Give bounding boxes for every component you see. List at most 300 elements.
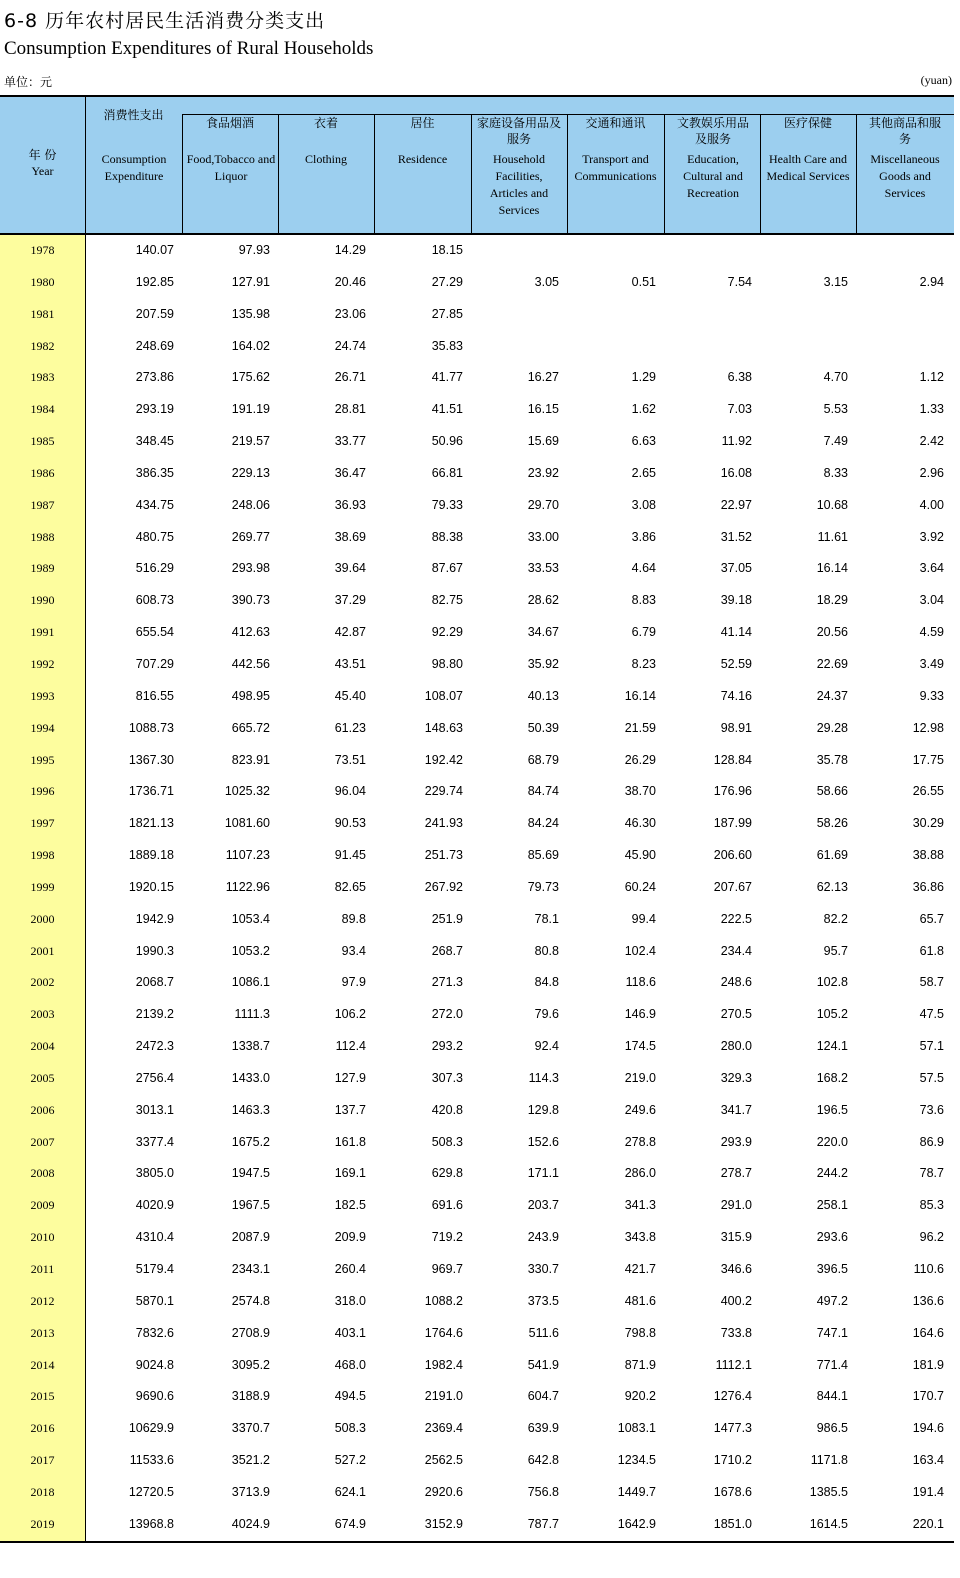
table-row bbox=[0, 1127, 954, 1159]
total-cell: 2756.4 bbox=[135, 1070, 174, 1085]
year-divider bbox=[85, 458, 86, 490]
household-cell: 787.7 bbox=[527, 1516, 559, 1531]
total-cell: 207.59 bbox=[135, 306, 174, 321]
transport-cell: 343.8 bbox=[624, 1230, 656, 1245]
misc-cell: 85.3 bbox=[919, 1198, 944, 1213]
table-row bbox=[0, 1254, 954, 1286]
total-cell: 2139.2 bbox=[135, 1007, 174, 1022]
education-cell: 128.84 bbox=[713, 752, 752, 767]
education-cell: 187.99 bbox=[713, 816, 752, 831]
total-cell: 9690.6 bbox=[135, 1389, 174, 1404]
food-cell: 1967.5 bbox=[231, 1198, 270, 1213]
table-row bbox=[0, 1222, 954, 1254]
transport-cell: 8.83 bbox=[631, 593, 656, 608]
health-cell: 4.70 bbox=[823, 370, 848, 385]
residence-cell: 50.96 bbox=[431, 434, 463, 449]
education-cell: 329.3 bbox=[720, 1070, 752, 1085]
household-cell: 511.6 bbox=[528, 1325, 559, 1340]
residence-cell: 420.8 bbox=[431, 1102, 463, 1117]
misc-cell: 3.92 bbox=[919, 529, 944, 544]
transport-cell: 6.79 bbox=[631, 625, 656, 640]
year-cell: 1986 bbox=[0, 458, 85, 490]
residence-cell: 98.80 bbox=[431, 656, 463, 671]
transport-cell: 26.29 bbox=[624, 752, 656, 767]
health-cell: 16.14 bbox=[816, 561, 848, 576]
residence-cell: 307.3 bbox=[431, 1070, 463, 1085]
residence-cell: 1982.4 bbox=[424, 1357, 463, 1372]
household-cell: 604.7 bbox=[527, 1389, 559, 1404]
residence-cell: 629.8 bbox=[431, 1166, 463, 1181]
year-divider bbox=[85, 299, 86, 331]
table-row bbox=[0, 458, 954, 490]
misc-cell: 17.75 bbox=[912, 752, 944, 767]
health-cell: 61.69 bbox=[816, 848, 848, 863]
residence-cell: 92.29 bbox=[431, 625, 463, 640]
year-cell: 1990 bbox=[0, 585, 85, 617]
year-cell: 2019 bbox=[0, 1509, 85, 1541]
total-cell: 1367.30 bbox=[128, 752, 174, 767]
household-cell: 129.8 bbox=[527, 1102, 559, 1117]
clothing-cell: 36.93 bbox=[334, 497, 366, 512]
header-total-en: Consumption Expenditure bbox=[101, 152, 167, 183]
header-year-en: Year bbox=[31, 164, 54, 178]
header-total-cn: 消费性支出 bbox=[103, 108, 164, 122]
food-cell: 3713.9 bbox=[231, 1484, 270, 1499]
year-divider bbox=[85, 1158, 86, 1190]
education-cell: 7.54 bbox=[727, 274, 752, 289]
clothing-cell: 93.4 bbox=[341, 943, 366, 958]
residence-cell: 148.63 bbox=[424, 720, 463, 735]
transport-cell: 21.59 bbox=[624, 720, 656, 735]
misc-cell: 61.8 bbox=[919, 943, 944, 958]
health-cell: 20.56 bbox=[816, 625, 848, 640]
education-cell: 207.67 bbox=[713, 879, 752, 894]
clothing-cell: 209.9 bbox=[334, 1230, 366, 1245]
food-cell: 3095.2 bbox=[231, 1357, 270, 1372]
table-row bbox=[0, 1509, 954, 1541]
transport-cell: 8.23 bbox=[631, 656, 656, 671]
clothing-cell: 20.46 bbox=[334, 274, 366, 289]
misc-cell: 58.7 bbox=[919, 975, 944, 990]
transport-cell: 6.63 bbox=[631, 434, 656, 449]
household-cell: 15.69 bbox=[527, 434, 559, 449]
transport-cell: 60.24 bbox=[624, 879, 656, 894]
education-cell: 74.16 bbox=[720, 688, 752, 703]
transport-cell: 45.90 bbox=[624, 848, 656, 863]
header-transport-en: Transport and Communications bbox=[574, 152, 657, 183]
education-cell: 37.05 bbox=[720, 561, 752, 576]
household-cell: 78.1 bbox=[534, 911, 559, 926]
clothing-cell: 468.0 bbox=[334, 1357, 366, 1372]
table-row bbox=[0, 999, 954, 1031]
food-cell: 4024.9 bbox=[231, 1516, 270, 1531]
health-cell: 11.61 bbox=[817, 529, 848, 544]
year-divider bbox=[85, 1222, 86, 1254]
clothing-cell: 26.71 bbox=[334, 370, 366, 385]
education-cell: 52.59 bbox=[720, 656, 752, 671]
food-cell: 229.13 bbox=[231, 465, 270, 480]
transport-cell: 1.62 bbox=[631, 402, 656, 417]
health-cell: 29.28 bbox=[816, 720, 848, 735]
transport-cell: 174.5 bbox=[624, 1039, 656, 1054]
table-row bbox=[0, 585, 954, 617]
year-cell: 1980 bbox=[0, 267, 85, 299]
transport-cell: 38.70 bbox=[624, 784, 656, 799]
clothing-cell: 112.4 bbox=[335, 1039, 366, 1054]
total-cell: 3377.4 bbox=[135, 1134, 174, 1149]
food-cell: 665.72 bbox=[231, 720, 270, 735]
household-cell: 80.8 bbox=[534, 943, 559, 958]
year-cell: 1988 bbox=[0, 522, 85, 554]
household-cell: 114.3 bbox=[528, 1070, 559, 1085]
misc-cell: 86.9 bbox=[919, 1134, 944, 1149]
misc-cell: 3.04 bbox=[919, 593, 944, 608]
clothing-cell: 494.5 bbox=[334, 1389, 366, 1404]
year-divider bbox=[85, 872, 86, 904]
residence-cell: 192.42 bbox=[424, 752, 463, 767]
year-cell: 1992 bbox=[0, 649, 85, 681]
household-cell: 756.8 bbox=[527, 1484, 559, 1499]
year-divider bbox=[85, 1286, 86, 1318]
year-divider bbox=[85, 1350, 86, 1382]
year-cell: 1993 bbox=[0, 681, 85, 713]
education-cell: 39.18 bbox=[720, 593, 752, 608]
table-row bbox=[0, 1190, 954, 1222]
household-cell: 152.6 bbox=[527, 1134, 559, 1149]
food-cell: 1947.5 bbox=[231, 1166, 270, 1181]
household-cell: 23.92 bbox=[527, 465, 559, 480]
clothing-cell: 28.81 bbox=[334, 402, 366, 417]
total-cell: 192.85 bbox=[135, 274, 174, 289]
education-cell: 16.08 bbox=[720, 465, 752, 480]
transport-cell: 3.86 bbox=[631, 529, 656, 544]
health-cell: 95.7 bbox=[823, 943, 848, 958]
household-cell: 35.92 bbox=[527, 656, 559, 671]
clothing-cell: 127.9 bbox=[334, 1070, 366, 1085]
food-cell: 1675.2 bbox=[231, 1134, 270, 1149]
header-health-en: Health Care and Medical Services bbox=[766, 152, 850, 183]
health-cell: 196.5 bbox=[816, 1102, 848, 1117]
food-cell: 1111.3 bbox=[234, 1007, 270, 1022]
food-cell: 1086.1 bbox=[231, 975, 270, 990]
misc-cell: 38.88 bbox=[912, 848, 944, 863]
education-cell: 1112.1 bbox=[715, 1357, 752, 1372]
health-cell: 1614.5 bbox=[809, 1516, 848, 1531]
year-cell: 2017 bbox=[0, 1445, 85, 1477]
food-cell: 164.02 bbox=[231, 338, 270, 353]
table-row bbox=[0, 936, 954, 968]
year-divider bbox=[85, 936, 86, 968]
health-cell: 5.53 bbox=[823, 402, 848, 417]
year-divider bbox=[85, 1095, 86, 1127]
food-cell: 191.19 bbox=[231, 402, 270, 417]
education-cell: 1276.4 bbox=[713, 1389, 752, 1404]
residence-cell: 508.3 bbox=[431, 1134, 463, 1149]
year-divider bbox=[85, 649, 86, 681]
food-cell: 248.06 bbox=[231, 497, 270, 512]
year-cell: 1983 bbox=[0, 362, 85, 394]
clothing-cell: 73.51 bbox=[334, 752, 366, 767]
household-cell: 85.69 bbox=[527, 848, 559, 863]
table-row bbox=[0, 872, 954, 904]
transport-cell: 3.08 bbox=[631, 497, 656, 512]
year-divider bbox=[85, 362, 86, 394]
total-cell: 7832.6 bbox=[135, 1325, 174, 1340]
transport-cell: 481.6 bbox=[624, 1293, 656, 1308]
education-cell: 1477.3 bbox=[713, 1421, 752, 1436]
residence-cell: 2369.4 bbox=[424, 1421, 463, 1436]
health-cell: 22.69 bbox=[816, 656, 848, 671]
food-cell: 1122.96 bbox=[225, 879, 270, 894]
table-row bbox=[0, 1095, 954, 1127]
clothing-cell: 674.9 bbox=[334, 1516, 366, 1531]
total-cell: 1821.13 bbox=[128, 816, 174, 831]
misc-cell: 12.98 bbox=[912, 720, 944, 735]
household-cell: 50.39 bbox=[527, 720, 559, 735]
transport-cell: 1.29 bbox=[631, 370, 656, 385]
year-divider bbox=[85, 713, 86, 745]
misc-cell: 4.59 bbox=[919, 625, 944, 640]
total-cell: 4310.4 bbox=[135, 1230, 174, 1245]
food-cell: 3521.2 bbox=[231, 1453, 270, 1468]
education-cell: 291.0 bbox=[720, 1198, 752, 1213]
year-cell: 2011 bbox=[0, 1254, 85, 1286]
clothing-cell: 38.69 bbox=[334, 529, 366, 544]
year-divider bbox=[85, 585, 86, 617]
total-cell: 12720.5 bbox=[128, 1484, 174, 1499]
misc-cell: 57.5 bbox=[919, 1070, 944, 1085]
education-cell: 22.97 bbox=[720, 497, 752, 512]
year-cell: 2004 bbox=[0, 1031, 85, 1063]
food-cell: 269.77 bbox=[231, 529, 270, 544]
year-cell: 2000 bbox=[0, 904, 85, 936]
residence-cell: 251.9 bbox=[431, 911, 463, 926]
health-cell: 220.0 bbox=[816, 1134, 848, 1149]
residence-cell: 27.29 bbox=[431, 274, 463, 289]
residence-cell: 293.2 bbox=[431, 1039, 463, 1054]
misc-cell: 136.6 bbox=[912, 1293, 944, 1308]
education-cell: 41.14 bbox=[720, 625, 752, 640]
residence-cell: 719.2 bbox=[431, 1230, 463, 1245]
misc-cell: 57.1 bbox=[919, 1039, 944, 1054]
total-cell: 5870.1 bbox=[135, 1293, 174, 1308]
transport-cell: 1449.7 bbox=[617, 1484, 656, 1499]
misc-cell: 3.49 bbox=[919, 656, 944, 671]
table-row bbox=[0, 904, 954, 936]
year-cell: 1987 bbox=[0, 490, 85, 522]
education-cell: 315.9 bbox=[720, 1230, 752, 1245]
year-divider bbox=[85, 1477, 86, 1509]
year-cell: 2006 bbox=[0, 1095, 85, 1127]
year-divider bbox=[85, 808, 86, 840]
year-cell: 2016 bbox=[0, 1413, 85, 1445]
year-divider bbox=[85, 394, 86, 426]
transport-cell: 341.3 bbox=[624, 1198, 656, 1213]
total-cell: 1920.15 bbox=[128, 879, 174, 894]
header-health-cn: 医疗保健 bbox=[783, 116, 832, 130]
education-cell: 341.7 bbox=[720, 1102, 752, 1117]
year-divider bbox=[85, 331, 86, 363]
health-cell: 3.15 bbox=[823, 274, 848, 289]
food-cell: 1081.60 bbox=[224, 816, 270, 831]
misc-cell: 181.9 bbox=[912, 1357, 944, 1372]
education-cell: 1710.2 bbox=[713, 1453, 752, 1468]
total-cell: 4020.9 bbox=[135, 1198, 174, 1213]
table-title-cn: 6-8 历年农村居民生活消费分类支出 bbox=[4, 10, 326, 32]
year-cell: 1998 bbox=[0, 840, 85, 872]
total-cell: 434.75 bbox=[135, 497, 174, 512]
transport-cell: 46.30 bbox=[624, 816, 656, 831]
food-cell: 97.93 bbox=[238, 243, 270, 257]
education-cell: 234.4 bbox=[720, 943, 752, 958]
education-cell: 278.7 bbox=[720, 1166, 752, 1181]
food-cell: 2574.8 bbox=[231, 1293, 270, 1308]
residence-cell: 969.7 bbox=[431, 1262, 463, 1276]
health-cell: 771.4 bbox=[816, 1357, 848, 1372]
household-cell: 34.67 bbox=[527, 625, 559, 640]
total-cell: 1990.3 bbox=[135, 943, 174, 958]
unit-label-cn: 单位：元 bbox=[4, 75, 53, 89]
year-divider bbox=[85, 1031, 86, 1063]
health-cell: 258.1 bbox=[816, 1198, 848, 1213]
data-table bbox=[0, 95, 954, 1543]
header-year-cn: 年 份 bbox=[28, 148, 57, 162]
misc-cell: 2.42 bbox=[919, 434, 944, 449]
food-cell: 498.95 bbox=[231, 688, 270, 703]
header-year bbox=[0, 147, 85, 180]
misc-cell: 96.2 bbox=[919, 1230, 944, 1245]
health-cell: 10.68 bbox=[816, 497, 848, 512]
household-cell: 639.9 bbox=[527, 1421, 559, 1436]
header-education-cn: 文教娱乐用品及服务 bbox=[676, 116, 749, 146]
residence-cell: 41.51 bbox=[431, 402, 463, 417]
year-cell: 2015 bbox=[0, 1381, 85, 1413]
table-row bbox=[0, 553, 954, 585]
year-divider bbox=[85, 840, 86, 872]
table-title-en: Consumption Expenditures of Rural Households bbox=[4, 38, 374, 59]
transport-cell: 798.8 bbox=[624, 1325, 656, 1340]
health-cell: 24.37 bbox=[816, 688, 848, 703]
table-header bbox=[0, 97, 954, 235]
header-misc-cn: 其他商品和服务 bbox=[868, 116, 941, 146]
header-residence-en: Residence bbox=[397, 152, 448, 166]
education-cell: 1678.6 bbox=[713, 1484, 752, 1499]
year-divider bbox=[85, 999, 86, 1031]
residence-cell: 79.33 bbox=[431, 497, 463, 512]
residence-cell: 241.93 bbox=[424, 816, 463, 831]
household-cell: 28.62 bbox=[527, 593, 559, 608]
total-cell: 273.86 bbox=[135, 370, 174, 385]
food-cell: 1433.0 bbox=[231, 1070, 270, 1085]
food-cell: 390.73 bbox=[231, 593, 270, 608]
residence-cell: 251.73 bbox=[424, 848, 463, 863]
year-cell: 1978 bbox=[0, 235, 85, 267]
misc-cell: 2.96 bbox=[919, 465, 944, 480]
food-cell: 823.91 bbox=[231, 752, 270, 767]
household-cell: 84.24 bbox=[527, 816, 559, 831]
food-cell: 2343.1 bbox=[231, 1262, 270, 1276]
total-cell: 516.29 bbox=[135, 561, 174, 576]
education-cell: 222.5 bbox=[720, 911, 752, 926]
transport-cell: 4.64 bbox=[631, 561, 656, 576]
misc-cell: 220.1 bbox=[912, 1516, 944, 1531]
household-cell: 68.79 bbox=[527, 752, 559, 767]
residence-cell: 2191.0 bbox=[424, 1389, 463, 1404]
household-cell: 330.7 bbox=[527, 1262, 559, 1276]
residence-cell: 88.38 bbox=[431, 529, 463, 544]
total-cell: 816.55 bbox=[135, 688, 174, 703]
household-cell: 29.70 bbox=[527, 497, 559, 512]
health-cell: 18.29 bbox=[816, 593, 848, 608]
misc-cell: 164.6 bbox=[912, 1325, 944, 1340]
clothing-cell: 33.77 bbox=[334, 434, 366, 449]
year-cell: 1997 bbox=[0, 808, 85, 840]
clothing-cell: 161.8 bbox=[334, 1134, 366, 1149]
year-cell: 1984 bbox=[0, 394, 85, 426]
header-clothing-en: Clothing bbox=[304, 152, 347, 166]
transport-cell: 1642.9 bbox=[617, 1516, 656, 1531]
food-cell: 293.98 bbox=[231, 561, 270, 576]
table-row bbox=[0, 745, 954, 777]
misc-cell: 73.6 bbox=[919, 1102, 944, 1117]
food-cell: 412.63 bbox=[231, 625, 270, 640]
total-cell: 248.69 bbox=[135, 338, 174, 353]
table-row bbox=[0, 967, 954, 999]
year-divider bbox=[85, 681, 86, 713]
residence-cell: 691.6 bbox=[431, 1198, 463, 1213]
year-cell: 1994 bbox=[0, 713, 85, 745]
residence-cell: 2920.6 bbox=[424, 1484, 463, 1499]
clothing-cell: 61.23 bbox=[334, 720, 366, 735]
clothing-cell: 39.64 bbox=[334, 561, 366, 576]
clothing-cell: 24.74 bbox=[334, 338, 366, 353]
food-cell: 127.91 bbox=[231, 274, 270, 289]
misc-cell: 78.7 bbox=[919, 1166, 944, 1181]
table-row bbox=[0, 490, 954, 522]
health-cell: 35.78 bbox=[816, 752, 848, 767]
table-row bbox=[0, 1381, 954, 1413]
year-cell: 1985 bbox=[0, 426, 85, 458]
year-cell: 1991 bbox=[0, 617, 85, 649]
clothing-cell: 97.9 bbox=[341, 975, 366, 990]
total-cell: 1942.9 bbox=[135, 911, 174, 926]
transport-cell: 249.6 bbox=[624, 1102, 656, 1117]
year-cell: 2014 bbox=[0, 1350, 85, 1382]
education-cell: 1851.0 bbox=[713, 1516, 752, 1531]
residence-cell: 271.3 bbox=[431, 975, 463, 990]
misc-cell: 36.86 bbox=[912, 879, 944, 894]
misc-cell: 9.33 bbox=[919, 688, 944, 703]
total-cell: 3805.0 bbox=[135, 1166, 174, 1181]
health-cell: 244.2 bbox=[816, 1166, 848, 1181]
year-divider bbox=[85, 235, 86, 267]
education-cell: 11.92 bbox=[721, 434, 752, 449]
year-divider bbox=[85, 1127, 86, 1159]
household-cell: 79.73 bbox=[527, 879, 559, 894]
clothing-cell: 403.1 bbox=[334, 1325, 366, 1340]
total-cell: 5179.4 bbox=[135, 1262, 174, 1276]
header-food-en: Food,Tobacco and Liquor bbox=[186, 152, 276, 183]
misc-cell: 30.29 bbox=[912, 816, 944, 831]
health-cell: 1171.8 bbox=[810, 1453, 848, 1468]
residence-cell: 268.7 bbox=[431, 943, 463, 958]
header-divider bbox=[182, 114, 183, 233]
transport-cell: 286.0 bbox=[624, 1166, 656, 1181]
year-divider bbox=[85, 1063, 86, 1095]
food-cell: 1463.3 bbox=[231, 1102, 270, 1117]
education-cell: 293.9 bbox=[720, 1134, 752, 1149]
residence-cell: 82.75 bbox=[431, 593, 463, 608]
